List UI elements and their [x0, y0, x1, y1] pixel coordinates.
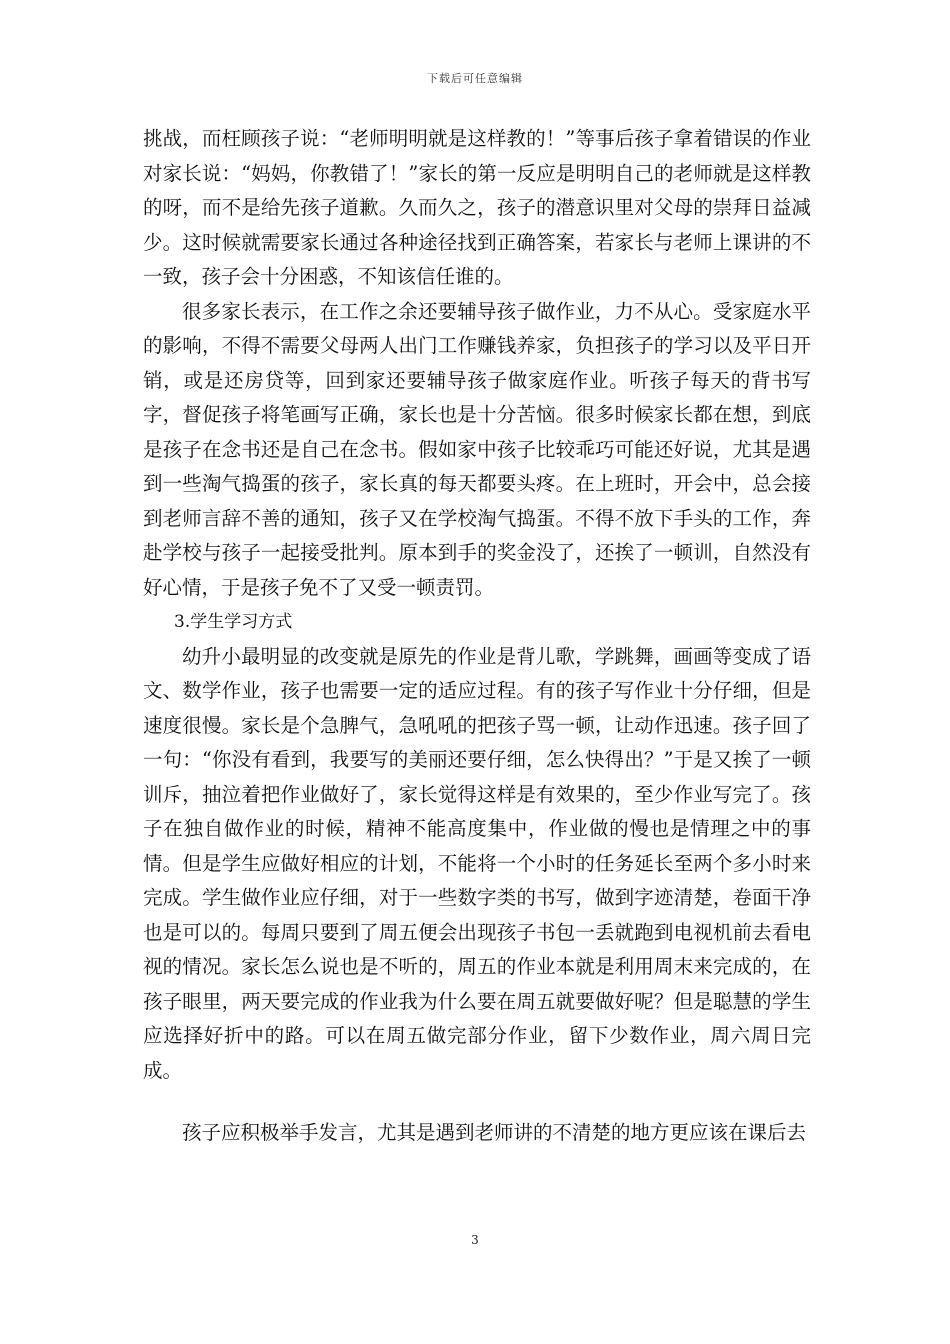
section-heading: 3.学生学习方式 [174, 612, 293, 632]
page-number: 3 [471, 1233, 479, 1247]
paragraph-class-participation: 孩子应积极举手发言，尤其是遇到老师讲的不清楚的地方更应该在课后去 [182, 1121, 807, 1144]
paragraph-parent-tutoring: 很多家长表示，在工作之余还要辅导孩子做作业，力不从心。受家庭水平的影响，不得不需要父母两人出门工作赚钱养家，负担孩子的学习以及平日开销，或是还房贷等，回到家还要辅导孩子做家庭作业。听孩子每天的背书写字，督促孩子将笔画写正确，家长也是十分苦恼。很多时候家长都在想，到底是孩子在念书还是自己在念书。假如家中孩子比较乖巧可能还好说，尤其是遇到一些淘气捣蛋的孩子，家长真的每天都要头疼。在上班时，开会中，总会接到老师言辞不善的通知，孩子又在学校淘气捣蛋。不得不放下手头的工作，奔赴学校与孩子一起接受批判。原本到手的奖金没了，还挨了一顿训，自然没有好心情，于是孩子免不了又受一顿责罚。 [143, 299, 811, 599]
document-body [143, 122, 811, 1151]
paragraph-study-habits: 幼升小最明显的改变就是原先的作业是背儿歌，学跳舞，画画等变成了语文、数学作业，孩子也需要一定的适应过程。有的孩子写作业十分仔细，但是速度很慢。家长是个急脾气，急吼吼的把孩子骂一顿，让动作迅速。孩子回了一句：“你没有看到，我要写的美丽还要仔细，怎么快得出？”于是又挨了一顿训斥，抽泣着把作业做好了，家长觉得这样是有效果的，至少作业写完了。孩子在独自做作业的时候，精神不能高度集中，作业做的慢也是情理之中的事情。但是学生应做好相应的计划，不能将一个小时的任务延长至两个多小时来完成。学生做作业应仔细，对于一些数字类的书写，做到字迹清楚，卷面干净也是可以的。每周只要到了周五便会出现孩子书包一丢就跑到电视机前去看电视的情况。家长怎么说也是不听的，周五的作业本就是利用周末来完成的，在孩子眼里，两天要完成的作业我为什么要在周五就要做好呢？但是聪慧的学生应选择好折中的路。可以在周五做完部分作业，留下少数作业，周六周日完成。 [143, 644, 811, 1082]
paragraph-continuation: 挑战，而枉顾孩子说：“老师明明就是这样教的！”等事后孩子拿着错误的作业对家长说：“妈妈，你教错了！”家长的第一反应是明明自己的老师就是这样教的呀，而不是给先孩子道歉。久而久之，孩子的潜意识里对父母的崇拜日益减少。这时候就需要家长通过各种途径找到正确答案，若家长与老师上课讲的不一致，孩子会十分困惑，不知该信任谁的。 [143, 127, 811, 288]
paragraph-gap [143, 1088, 811, 1116]
page-header: 下载后可任意编辑 [427, 72, 523, 85]
